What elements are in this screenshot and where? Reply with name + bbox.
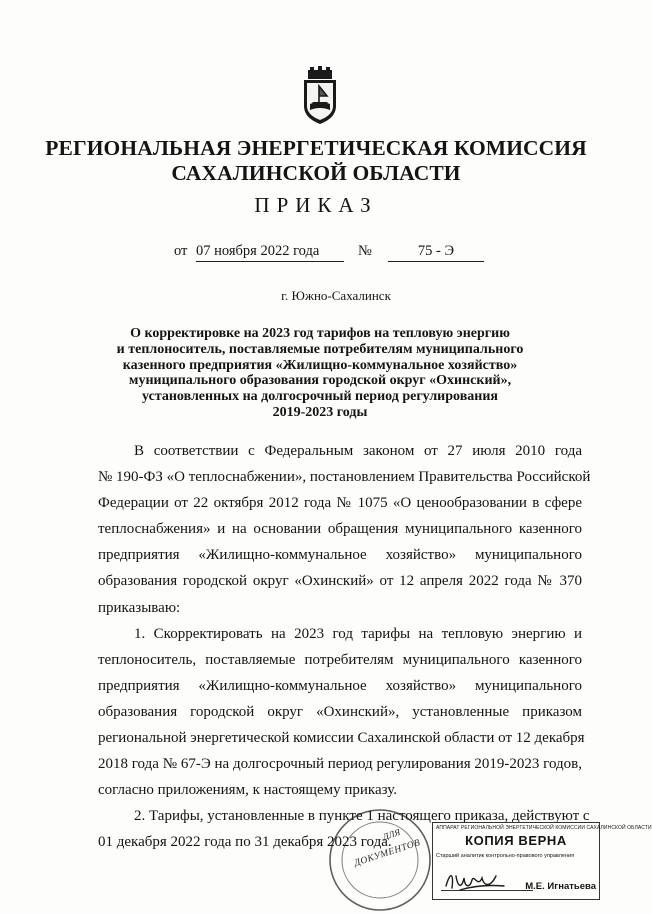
body-line: предприятия «Жилищно-коммунальное хозяйство» муниципального [98, 547, 582, 564]
seal-text-top: ДЛЯ [381, 826, 402, 842]
body-line: Федерации от 22 октября 2012 года № 1075 «О ценообразовании в сфере [98, 495, 582, 512]
organization-title-line-1: РЕГИОНАЛЬНАЯ ЭНЕРГЕТИЧЕСКАЯ КОМИССИЯ [45, 136, 587, 160]
copy-stamp-position: Старший аналитик контрольно-правового управления [436, 853, 575, 859]
body-line: образования городской округ «Охинский», установленные приказом [98, 703, 582, 720]
order-date: 07 ноября 2022 года [196, 243, 344, 262]
issue-city: г. Южно-Сахалинск [281, 288, 391, 303]
body-line: 1. Скорректировать на 2023 год тарифы на тепловую энергию и [134, 625, 582, 642]
body-line: теплоноситель, поставляемые потребителям муниципального казенного [98, 651, 582, 668]
subject-line: казенного предприятия «Жилищно-коммунальное хозяйство» [122, 357, 518, 373]
body-line: теплоснабжения» и на основании обращения муниципального казенного [98, 521, 582, 538]
subject-line: и теплоноситель, поставляемые потребителям муниципального [116, 341, 524, 357]
body-line: 2. Тарифы, установленные в пункте 1 настоящего приказа, действуют с [134, 808, 590, 825]
seal-text-middle: ДОКУМЕНТОВ [353, 838, 422, 869]
subject-line: 2019-2023 годы [272, 404, 368, 420]
order-subject [70, 326, 570, 421]
copy-stamp-title: КОПИЯ ВЕРНА [465, 833, 567, 848]
order-number: 75 - Э [388, 243, 484, 262]
body-line: предприятия «Жилищно-коммунальное хозяйство» муниципального [98, 677, 582, 694]
handwritten-signature [440, 866, 510, 896]
body-line: образования городской округ «Охинский» от 12 апреля 2022 года № 370 [98, 573, 582, 590]
organization-title-line-2: САХАЛИНСКОЙ ОБЛАСТИ [171, 161, 461, 185]
coat-of-arms-emblem [300, 66, 340, 126]
body-line: 2018 года № 67-Э на долгосрочный период регулирования 2019-2023 годов, [98, 756, 582, 773]
subject-line: муниципального образования городской округ «Охинский», [128, 373, 512, 389]
copy-stamp-signer: М.Е. Игнатьева [525, 881, 596, 892]
body-line: № 190-ФЗ «О теплоснабжении», постановлением Правительства Российской [98, 469, 591, 486]
body-line: приказываю: [98, 599, 181, 616]
body-line: В соответствии с Федеральным законом от 27 июля 2010 года [134, 443, 582, 459]
order-details [0, 243, 632, 265]
order-date-label: от [174, 243, 188, 259]
copy-stamp-department: АППАРАТ РЕГИОНАЛЬНОЙ ЭНЕРГЕТИЧЕСКОЙ КОМИССИИ САХАЛИНСКОЙ ОБЛАСТИ [436, 825, 652, 831]
document-type: ПРИКАЗ [254, 193, 378, 217]
order-body [98, 438, 591, 856]
body-line: региональной энергетической комиссии Сахалинской области от 12 декабря [98, 730, 585, 747]
round-seal-stamp [326, 806, 434, 914]
order-number-label: № [358, 243, 372, 259]
body-line: согласно приложениям, к настоящему приказу. [98, 782, 397, 799]
subject-line: О корректировке на 2023 год тарифов на тепловую энергию [130, 326, 510, 341]
body-line: 01 декабря 2022 года по 31 декабря 2023 года. [98, 834, 392, 851]
organization-title [40, 136, 592, 186]
subject-line: установленных на долгосрочный период регулирования [142, 389, 498, 405]
